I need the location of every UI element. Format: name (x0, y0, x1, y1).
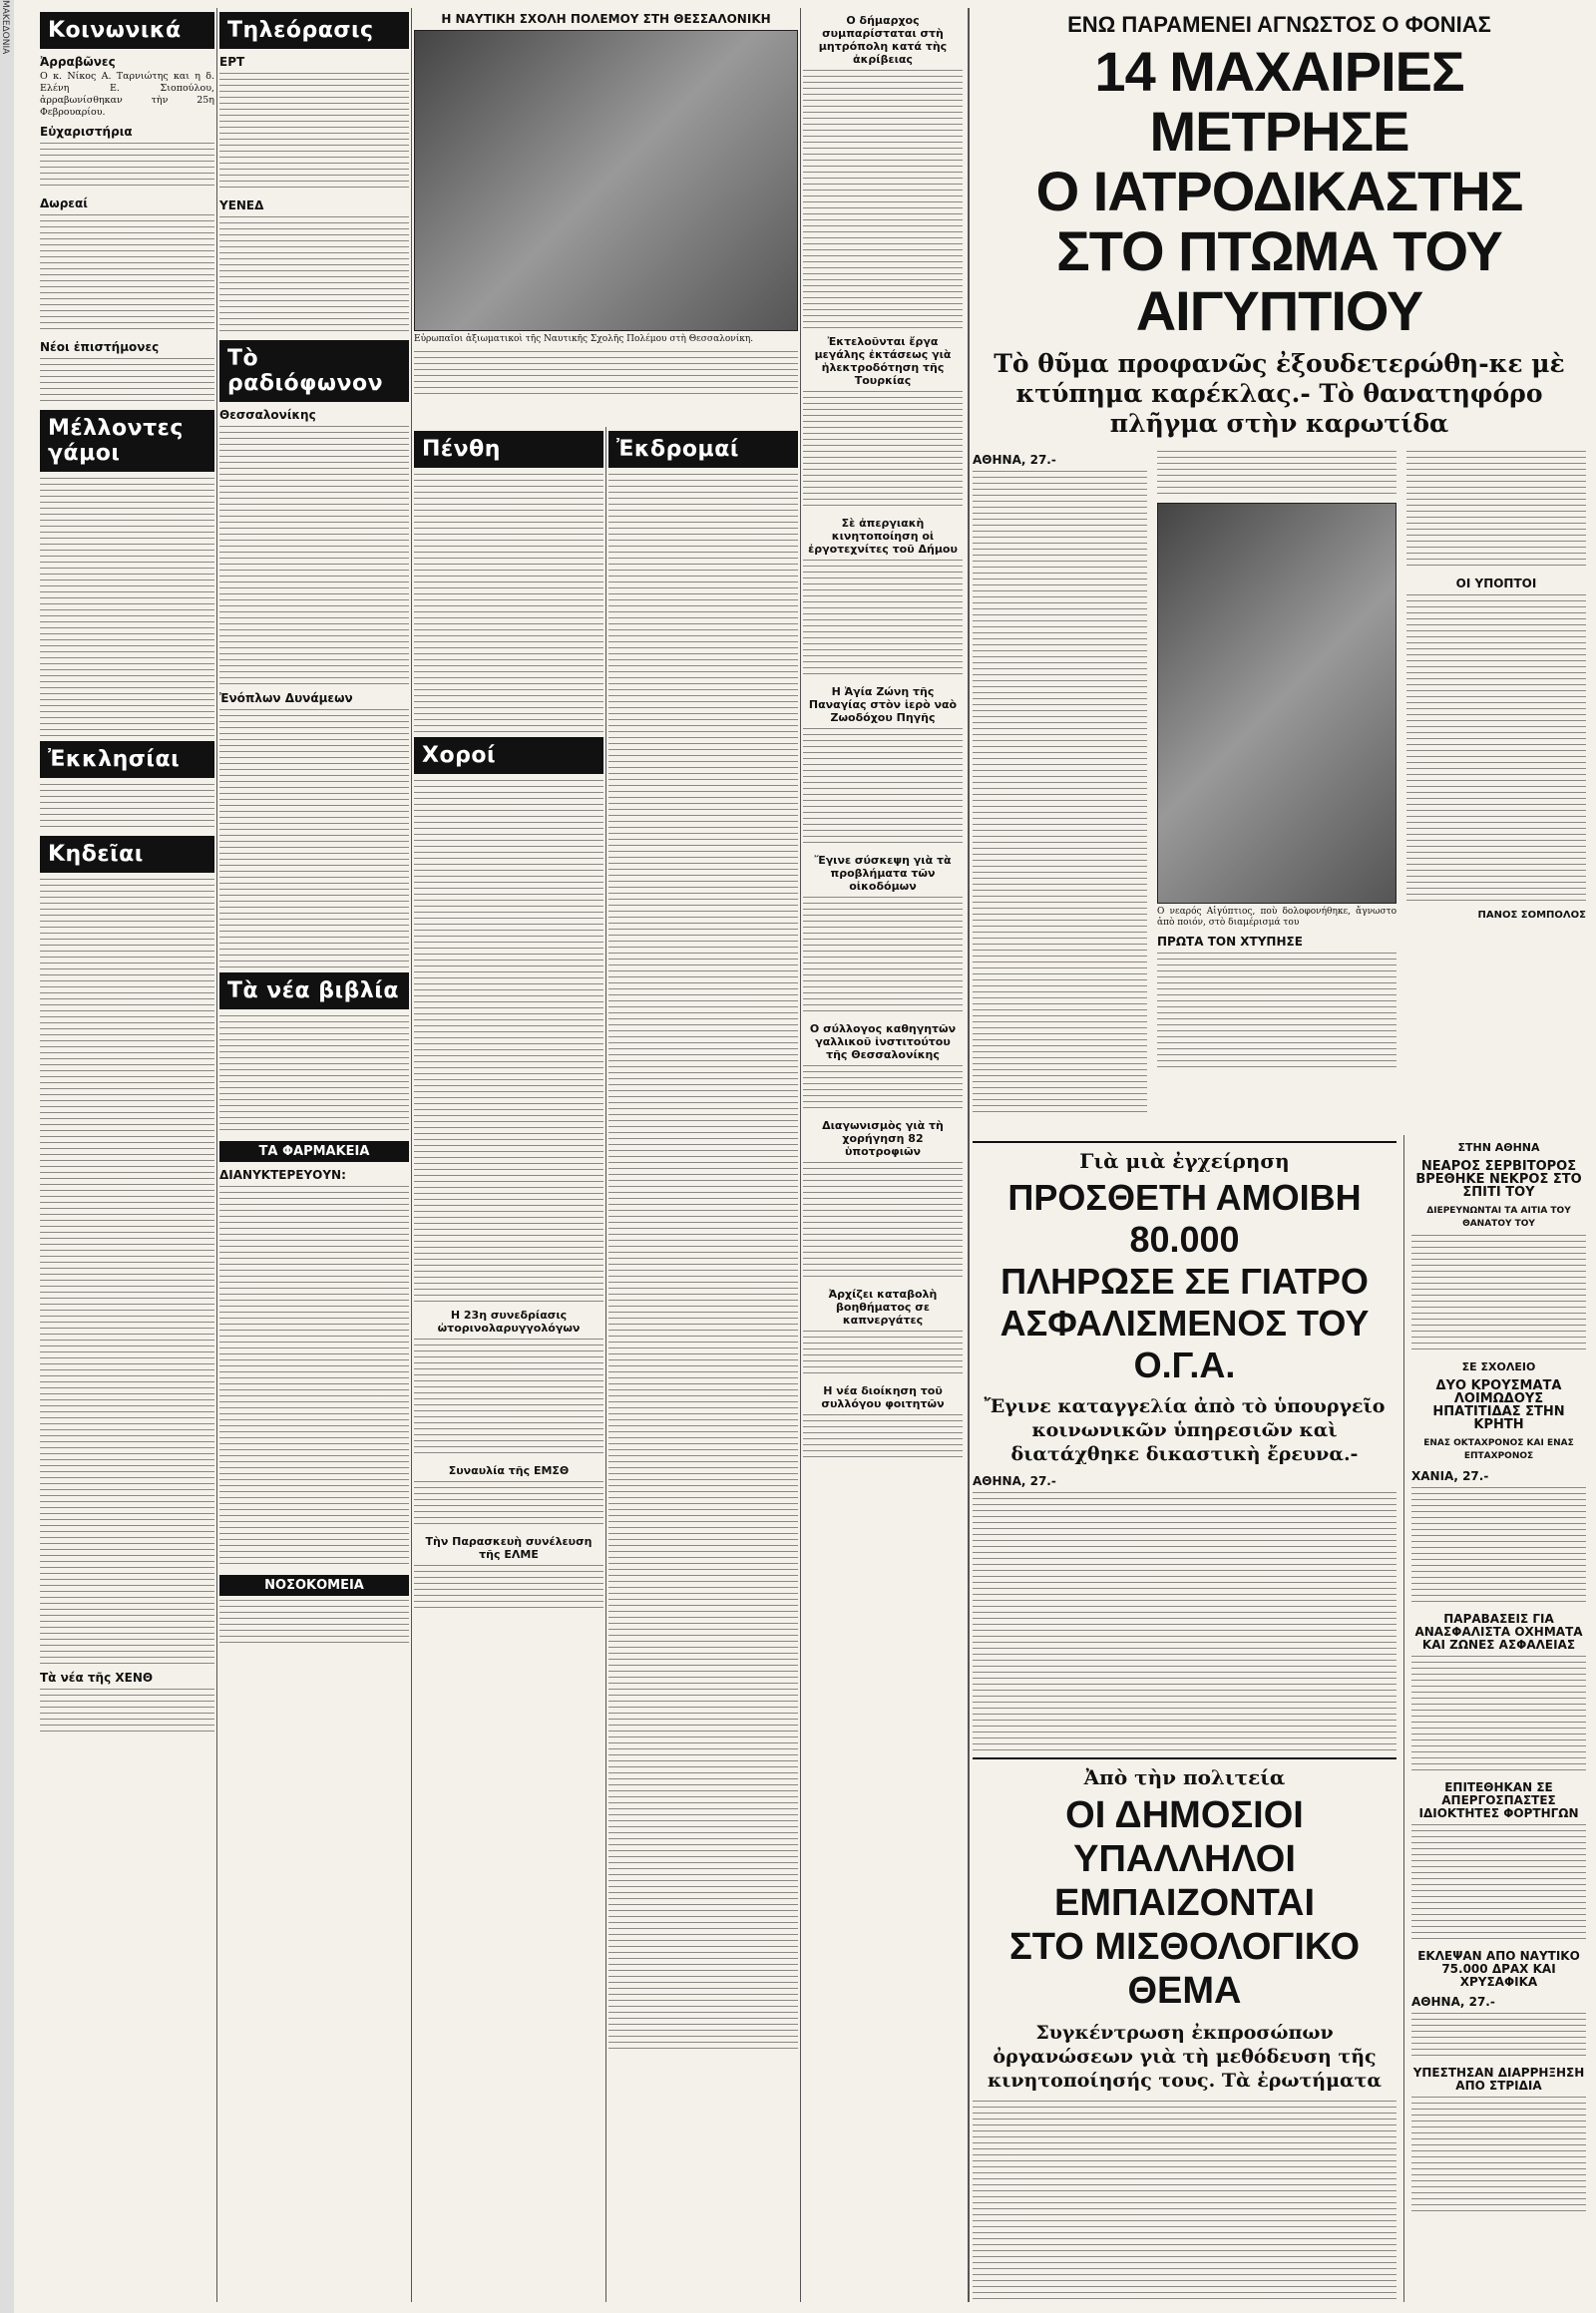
thanks-text-block (40, 143, 214, 191)
books-header: Τὰ νέα βιβλία (219, 972, 409, 1009)
section-rule (973, 1141, 1396, 1143)
xeno-title: Τὰ νέα τῆς ΧΕΝΘ (40, 1671, 154, 1685)
tv-header: Τηλεόρασις (219, 12, 409, 49)
excursions-text-block (608, 474, 798, 733)
meeting-text-block (414, 1339, 603, 1458)
eame-text-block (414, 1565, 603, 1613)
eame-title: Τὴν Παρασκευὴ συνέλευση τῆς ΕΛΜΕ (425, 1535, 593, 1561)
lead-headline-line3: ΣΤΟ ΠΤΩΜΑ ΤΟΥ ΑΙΓΥΠΤΙΟΥ (1056, 219, 1502, 342)
teachers-text-block (803, 1065, 963, 1113)
dances-text-block (414, 780, 603, 1039)
zoni-title: Η Ἁγία Ζώνη τῆς Παναγίας στὸν ἱερὸ ναὸ Ζωοδόχου Πηγῆς (808, 685, 958, 724)
victim-photo (1157, 503, 1396, 904)
lead-text-block-2 (973, 734, 1147, 993)
new-grads-title: Νέοι ἐπιστήμονες (40, 340, 160, 354)
yened-title: ΥΕΝΕΔ (219, 198, 264, 212)
books-text-block (219, 1015, 409, 1135)
column-rule (1403, 1135, 1404, 2302)
scholarships-text-block (803, 1162, 963, 1282)
burglary-headline: ΥΠΕΣΤΗΣΑΝ ΔΙΑΡΡΗΞΗΣΗ ΑΠΟ ΣΤΡΙΔΙΑ (1412, 2066, 1585, 2093)
masthead-edge-text: ΜΑΚΕΔΟΝΙΑ (0, 0, 10, 55)
turkey-title: Ἐκτελοῦνται ἔργα μεγάλης ἐκτάσεως γιὰ ἡλεκτροδότηση τῆς Τουρκίας (814, 335, 952, 387)
lead-col-1 (973, 447, 1147, 1121)
column-rule (968, 8, 970, 2302)
funerals-text-block (40, 879, 214, 1138)
fingerprints-text-block (1157, 953, 1396, 1072)
vehicles-headline: ΠΑΡΑΒΑΣΕΙΣ ΓΙΑ ΑΝΑΣΦΑΛΙΣΤΑ ΟΧΗΜΑΤΑ ΚΑΙ ΖΩΝΕΣ ΑΣΦΑΛΕΙΑΣ (1414, 1612, 1583, 1652)
concert-text-block (414, 1481, 603, 1529)
mourning-header: Πένθη (414, 431, 603, 468)
fingerprints-title: ΠΡΩΤΑ ΤΟΝ ΧΤΥΠΗΣΕ (1157, 935, 1303, 949)
theft-dateline: ΑΘΗΝΑ, 27.- (1411, 1995, 1495, 2009)
burglary-text-block (1411, 2097, 1586, 2216)
theft-headline: ΕΚΛΕΨΑΝ ΑΠΟ ΝΑΥΤΙΚΟ 75.000 ΔΡΑΧ ΚΑΙ ΧΡΥΣΑΦΙΚΑ (1417, 1949, 1580, 1989)
lead-text-block (973, 471, 1147, 730)
lead-headline-line1: 14 ΜΑΧΑΙΡΙΕΣ ΜΕΤΡΗΣΕ (1094, 40, 1464, 163)
school-subhead: ΕΝΑΣ ΟΚΤΑΧΡΟΝΟΣ ΚΑΙ ΕΝΑΣ ΕΠΤΑΧΡΟΝΟΣ (1423, 1438, 1574, 1461)
tanks-title: Ἀρχίζει καταβολὴ βοηθήματος σε καπνεργάτες (828, 1288, 938, 1327)
workers-title: Σὲ ἀπεργιακὴ κινητοποίηση οἱ ἐργοτεχνίτες τοῦ Δήμου (808, 517, 958, 556)
society-header: Κοινωνικά (40, 12, 214, 49)
school-label: ΣΕ ΣΧΟΛΕΙΟ (1461, 1360, 1536, 1373)
thessaloniki-radio-title: Θεσσαλονίκης (219, 408, 316, 422)
third-headline-line1: ΟΙ ΔΗΜΟΣΙΟΙ ΥΠΑΛΛΗΛΟΙ (1065, 1794, 1304, 1880)
third-kicker: Ἀπὸ τὴν πολιτεία (1083, 1765, 1286, 1789)
second-dateline: ΑΘΗΝΑ, 27.- (973, 1474, 1056, 1488)
engagements-title: Ἀρραβῶνες (40, 55, 116, 69)
mourning-text-block (414, 474, 603, 733)
waiter-text-block (1411, 1235, 1586, 1354)
second-headline-line2: ΠΛΗΡΩΣΕ ΣΕ ΓΙΑΤΡΟ (1000, 1261, 1369, 1302)
excursions-text-block-4 (608, 1264, 798, 1523)
lead-col-3 (1406, 447, 1586, 925)
xeno-text-block (40, 1689, 214, 1736)
students-title: Η νέα διοίκηση τοῦ συλλόγου φοιτητῶν (821, 1384, 945, 1410)
lead-byline: ΠΑΝΟΣ ΣΟΜΠΟΛΟΣ (1477, 910, 1586, 921)
naval-school-photo (414, 30, 798, 331)
waiter-headline: ΝΕΑΡΟΣ ΣΕΡΒΙΤΟΡΟΣ ΒΡΕΘΗΚΕ ΝΕΚΡΟΣ ΣΤΟ ΣΠΙΤΙ ΤΟΥ (1415, 1159, 1582, 1200)
tv-column (219, 8, 409, 2302)
suspects-text-block-2 (1406, 858, 1586, 906)
school-text-block (1411, 1487, 1586, 1607)
lead-headline-line2: Ο ΙΑΤΡΟΔΙΚΑΣΤΗΣ (1035, 160, 1523, 222)
athens-label: ΣΤΗΝ ΑΘΗΝΑ (1457, 1141, 1540, 1154)
funerals-text-block-2 (40, 1142, 214, 1401)
third-headline-line2: ΕΜΠΑΙΖΟΝΤΑΙ (1053, 1882, 1316, 1924)
funerals-text-block-3 (40, 1405, 214, 1665)
column-rule (216, 8, 217, 2302)
waiter-subhead: ΔΙΕΡΕΥΝΩΝΤΑΙ ΤΑ ΑΙΤΙΑ ΤΟΥ ΘΑΝΑΤΟΥ ΤΟΥ (1426, 1206, 1571, 1229)
lead-text-block-5 (1406, 451, 1586, 571)
weddings-text-block (40, 478, 214, 737)
third-text-block (973, 2101, 1396, 2302)
pharmacies-header: ΤΑ ΦΑΡΜΑΚΕΙΑ (219, 1141, 409, 1162)
effort-title: Ἔγινε σύσκεψη γιὰ τὰ προβλήματα τῶν οἰκοδόμων (814, 854, 952, 893)
churches-header: Ἐκκλησίαι (40, 741, 214, 778)
engagements-text: Ο κ. Νίκος Α. Ταρνιώτης και η δ. Ελένη Ε. Σιοπούλου, ἀρραβωνίσθηκαν τὴν 25η Φεβρουαρίου. (40, 71, 214, 118)
meeting-title: Η 23η συνεδρίασις ὠτορινολαρυγγολόγων (437, 1309, 581, 1335)
scholarships-title: Διαγωνισμὸς γιὰ τὴ χορήγηση 82 ὑποτροφιῶν (822, 1119, 944, 1158)
sidebar (1411, 1135, 1586, 2220)
future-weddings-header: Μέλλοντες γάμοι (40, 410, 214, 472)
society-column (40, 8, 214, 2302)
excursions-text-block-5 (608, 1527, 798, 1786)
dances-header: Χοροί (414, 737, 603, 774)
third-deck: Συγκέντρωση ἐκπροσώπων ὀργανώσεων γιὰ τὴ μεθόδευση τῆς κινητοποίησής τους. Τὰ ἐρωτήματα (987, 2022, 1383, 2092)
excursions-column (608, 427, 798, 2302)
thanks-title: Εὐχαριστήρια (40, 125, 133, 139)
pharmacies-list-2 (219, 1449, 409, 1569)
teachers-title: Ο σύλλογος καθηγητῶν γαλλικοῦ ἰνστιτούτου τῆς Θεσσαλονίκης (809, 1022, 957, 1061)
drivers-text-block (1411, 1824, 1586, 1944)
suspects-title: ΟΙ ΥΠΟΠΤΟΙ (1455, 577, 1537, 590)
theft-text-block (1411, 2013, 1586, 2061)
new-grads-text-block (40, 358, 214, 406)
mayor-title: Ο δήμαρχος συμπαρίσταται στὴ μητρόπολη κατά τὴς ἀκρίβειας (818, 14, 948, 66)
victim-photo-caption: Ο νεαρός Αἰγύπτιος, ποὺ δολοφονήθηκε, ἄγνωστο ἀπὸ ποιόν, στὸ διαμέρισμά του (1157, 907, 1396, 928)
armed-forces-radio-schedule (219, 709, 409, 968)
workers-text-block (803, 560, 963, 679)
lead-stories (973, 8, 1586, 2302)
tanks-text-block (803, 1331, 963, 1378)
excursions-text-block-3 (608, 1000, 798, 1260)
newspaper-page (10, 8, 1586, 2302)
lead-dateline: ΑΘΗΝΑ, 27.- (973, 453, 1056, 467)
vehicles-text-block (1411, 1656, 1586, 1775)
lead-body (973, 447, 1586, 1135)
naval-caption-text-block (414, 351, 798, 399)
lead-deck: Τὸ θῦμα προφανῶς ἐξουδετερώθη-κε μὲ κτύπημα καρέκλας.- Τὸ θανατηφόρο πλῆγμα στὴν καρωτίδα (994, 349, 1565, 438)
ert-title: ΕΡΤ (219, 55, 245, 69)
suspects-text-block (1406, 594, 1586, 854)
mayor-text-block (803, 70, 963, 329)
mourning-column (414, 427, 603, 2302)
excursions-text-block-2 (608, 737, 798, 996)
lower-main (973, 1135, 1396, 2302)
second-deck: Ἔγινε καταγγελία ἀπὸ τὸ ὑπουργεῖο κοινωνικῶν ὑπηρεσιῶν καὶ διατάχθηκε δικαστικὴ ἔρευνα.- (984, 1395, 1386, 1465)
churches-text-block (40, 784, 214, 832)
second-text-block (973, 1492, 1396, 1751)
students-text-block (803, 1414, 963, 1462)
lead-text-block-3 (973, 997, 1147, 1117)
column-rule (605, 427, 606, 2302)
excursions-text-block-6 (608, 1790, 798, 2050)
excursions-header: Ἐκδρομαί (608, 431, 798, 468)
radio-header: Τὸ ραδιόφωνον (219, 340, 409, 402)
school-headline: ΔΥΟ ΚΡΟΥΣΜΑΤΑ ΛΟΙΜΩΔΟΥΣ ΗΠΑΤΙΤΙΔΑΣ ΣΤΗΝ ΚΡΗΤΗ (1432, 1378, 1565, 1432)
second-headline-line1: ΠΡΟΣΘΕΤΗ ΑΜΟΙΒΗ 80.000 (1007, 1177, 1362, 1260)
second-kicker: Γιὰ μιὰ ἐγχείρηση (1079, 1149, 1290, 1173)
news-column (803, 8, 963, 2302)
donations-title: Δωρεαί (40, 196, 88, 210)
section-rule (973, 1757, 1396, 1759)
thessaloniki-radio-schedule (219, 426, 409, 685)
lead-kicker: ΕΝΩ ΠΑΡΑΜΕΝΕΙ ΑΓΝΩΣΤΟΣ Ο ΦΟΝΙΑΣ (1067, 12, 1491, 37)
dances-text-block-2 (414, 1043, 603, 1303)
funerals-header: Κηδεῖαι (40, 836, 214, 873)
column-rule (800, 8, 801, 2302)
naval-school-caption: Εὐρωπαῖοι ἀξιωματικοὶ τῆς Ναυτικῆς Σχολῆς Πολέμου στὴ Θεσσαλονίκη. (414, 334, 754, 344)
lower-section (973, 1135, 1586, 2302)
hospitals-text-block (219, 1600, 409, 1648)
column-rule (411, 8, 412, 2302)
second-headline-line3: ΑΣΦΑΛΙΣΜΕΝΟΣ ΤΟΥ Ο.Γ.Α. (999, 1303, 1370, 1385)
chania-dateline: ΧΑΝΙΑ, 27.- (1411, 1469, 1489, 1483)
ert-schedule (219, 73, 409, 193)
lead-col-2 (1157, 447, 1396, 1076)
third-headline-line3: ΣΤΟ ΜΙΣΘΟΛΟΓΙΚΟ ΘΕΜΑ (1008, 1926, 1361, 2012)
effort-text-block (803, 897, 963, 1016)
pharmacies-list (219, 1186, 409, 1445)
lead-text-block-4 (1157, 451, 1396, 499)
hospitals-header: ΝΟΣΟΚΟΜΕΙΑ (219, 1575, 409, 1596)
armed-forces-radio-title: Ἐνόπλων Δυνάμεων (219, 691, 353, 705)
concert-title: Συναυλία τῆς ΕΜΣΘ (448, 1464, 570, 1477)
yened-schedule (219, 216, 409, 336)
zoni-text-block (803, 728, 963, 848)
naval-school-headline: Η ΝΑΥΤΙΚΗ ΣΧΟΛΗ ΠΟΛΕΜΟΥ ΣΤΗ ΘΕΣΣΑΛΟΝΙΚΗ (441, 12, 771, 26)
donations-text-block (40, 214, 214, 334)
on-duty-title: ΔΙΑΝΥΚΤΕΡΕΥΟΥΝ: (219, 1168, 346, 1182)
drivers-headline: ΕΠΙΤΕΘΗΚΑΝ ΣΕ ΑΠΕΡΓΟΣΠΑΣΤΕΣ ΙΔΙΟΚΤΗΤΕΣ ΦΟΡΤΗΓΩΝ (1418, 1780, 1579, 1820)
turkey-text-block (803, 391, 963, 511)
